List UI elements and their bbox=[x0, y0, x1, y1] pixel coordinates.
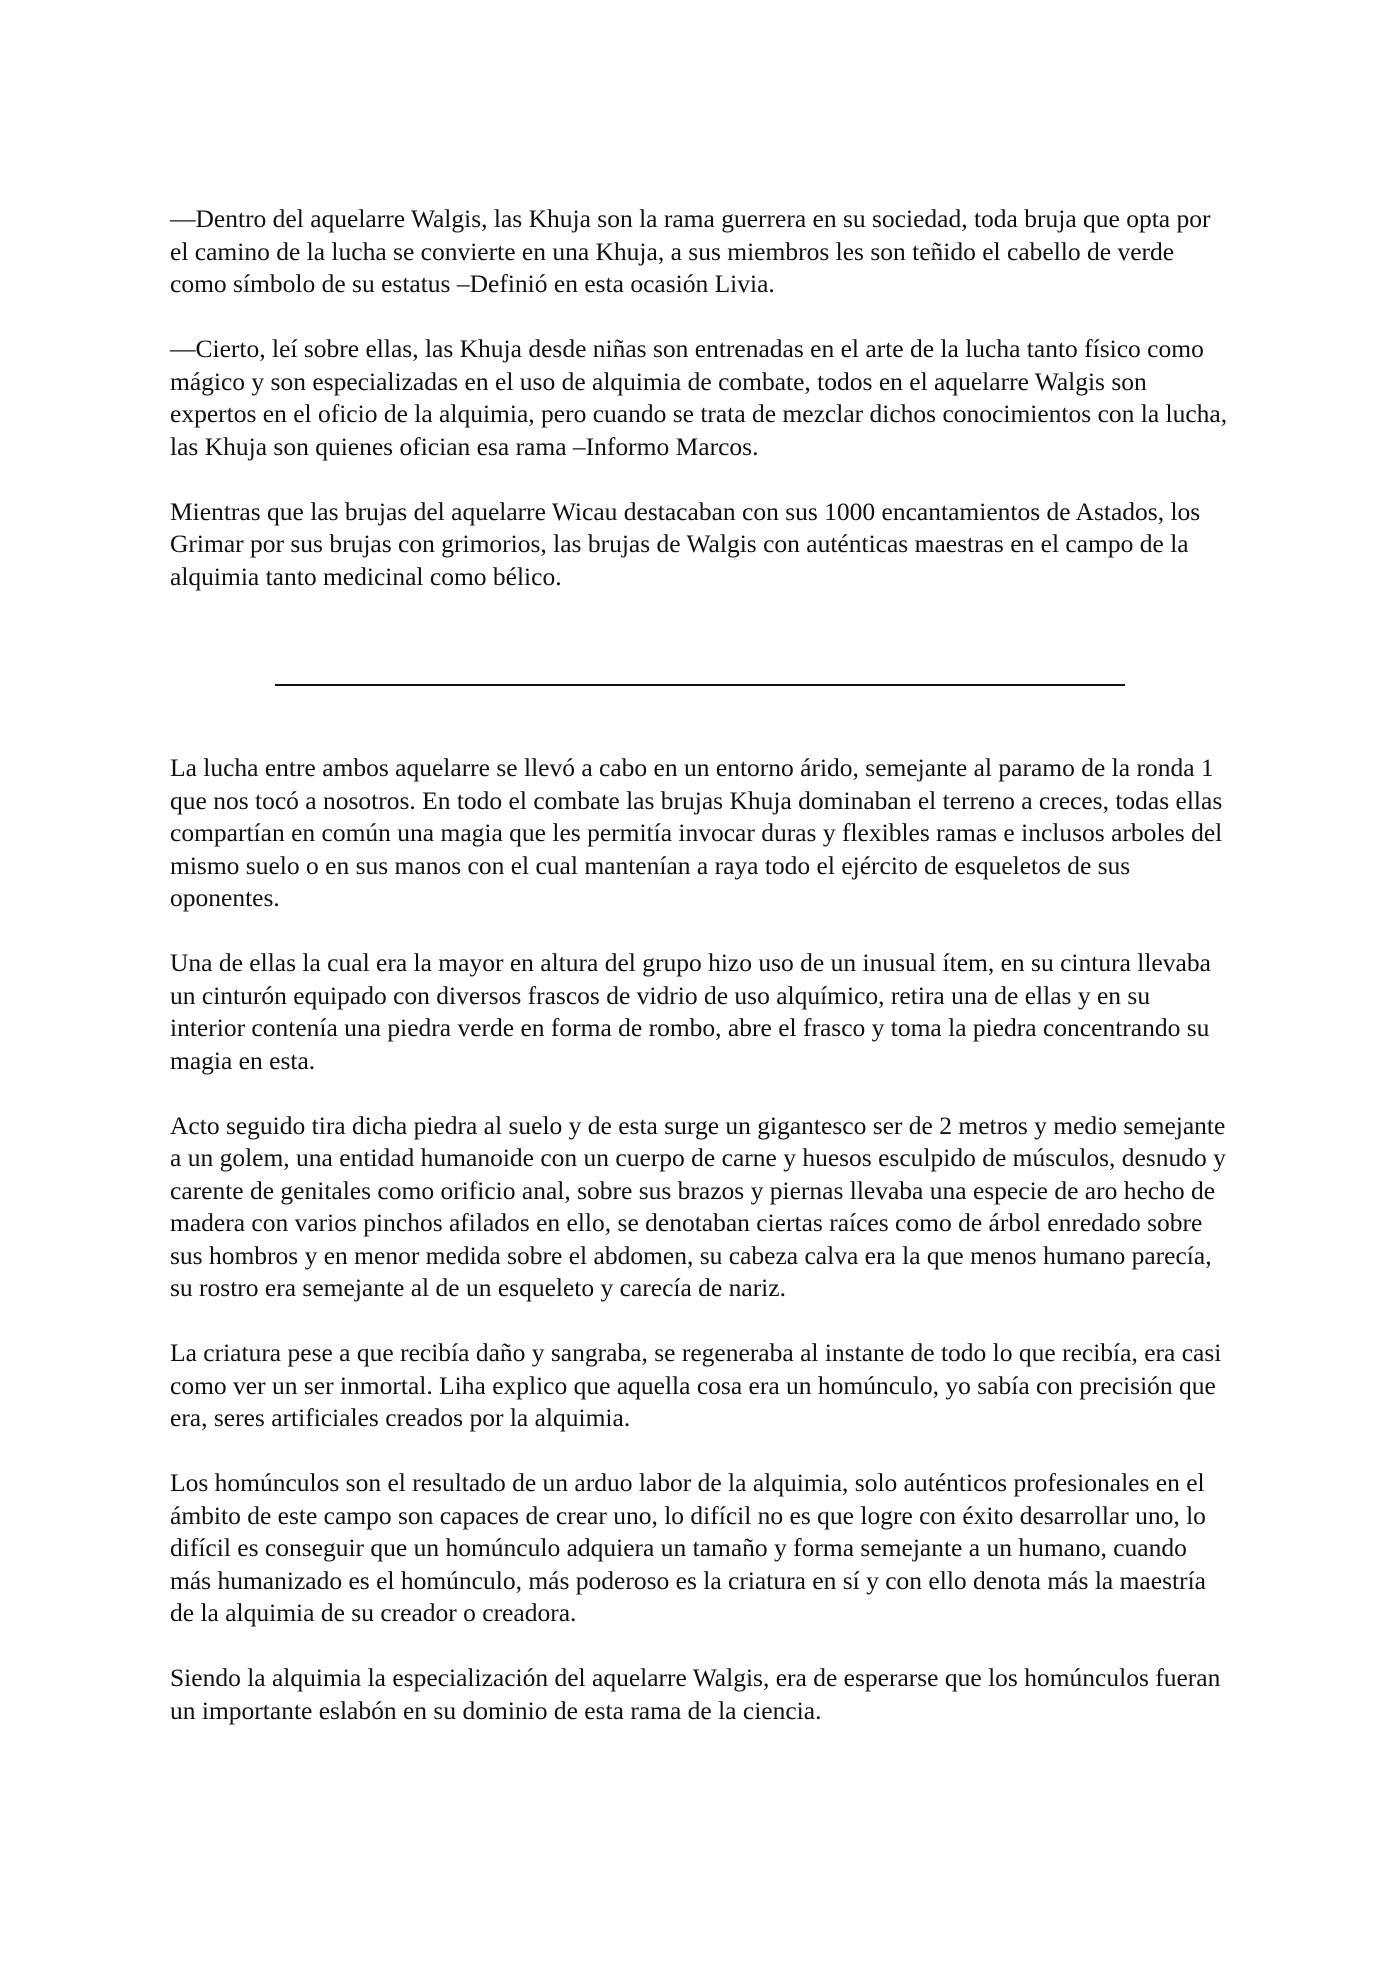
paragraph: —Dentro del aquelarre Walgis, las Khuja son la rama guerrera en su sociedad, toda bruja que opta por el camino de la lucha se convierte en una Khuja, a sus miembros les son teñido el cabello de verde como símbolo de su estatus –Definió en esta ocasión Livia. bbox=[170, 204, 1211, 298]
section-two bbox=[170, 752, 1230, 1727]
paragraph: Los homúnculos son el resultado de un arduo labor de la alquimia, solo auténticos profesionales en el ámbito de este campo son capaces de crear uno, lo difícil no es que logre con éxito desarrollar uno, lo difícil es conseguir que un homúnculo adquiera un tamaño y forma semejante a un humano, cuando más humanizado es el homúnculo, más poderoso es la criatura en sí y con ello denota más la maestría de la alquimia de su creador o creadora. bbox=[170, 1468, 1206, 1627]
paragraph: Siendo la alquimia la especialización del aquelarre Walgis, era de esperarse que los homúnculos fueran un importante eslabón en su dominio de esta rama de la ciencia. bbox=[170, 1663, 1221, 1725]
paragraph: Una de ellas la cual era la mayor en altura del grupo hizo uso de un inusual ítem, en su cintura llevaba un cinturón equipado con diversos frascos de vidrio de uso alquímico, retira una de ellas y en su interior contenía una piedra verde en forma de rombo, abre el frasco y toma la piedra concentrando su magia en esta. bbox=[170, 948, 1211, 1075]
paragraph: La criatura pese a que recibía daño y sangraba, se regeneraba al instante de todo lo que recibía, era casi como ver un ser inmortal. Liha explico que aquella cosa era un homúnculo, yo sabía con precisión que era, seres artificiales creados por la alquimia. bbox=[170, 1338, 1222, 1432]
paragraph: La lucha entre ambos aquelarre se llevó a cabo en un entorno árido, semejante al paramo de la ronda 1 que nos tocó a nosotros. En todo el combate las brujas Khuja dominaban el terreno a creces, todas ellas compartían en común una magia que les permitía invocar duras y flexibles ramas e inclusos arboles del mismo suelo o en sus manos con el cual mantenían a raya todo el ejército de esqueletos de sus oponentes. bbox=[170, 753, 1223, 912]
paragraph: Acto seguido tira dicha piedra al suelo y de esta surge un gigantesco ser de 2 metros y medio semejante a un golem, una entidad humanoide con un cuerpo de carne y huesos esculpido de músculos, desnudo y carente de genitales como orificio anal, sobre sus brazos y piernas llevaba una especie de aro hecho de madera con varios pinchos afilados en ello, se denotaban ciertas raíces como de árbol enredado sobre sus hombros y en menor medida sobre el abdomen, su cabeza calva era la que menos humano parecía, su rostro era semejante al de un esqueleto y carecía de nariz. bbox=[170, 1110, 1226, 1302]
paragraph: Mientras que las brujas del aquelarre Wicau destacaban con sus 1000 encantamientos de Astados, los Grimar por sus brujas con grimorios, las brujas de Walgis con auténticas maestras en el campo de la alquimia tanto medicinal como bélico. bbox=[170, 496, 1201, 591]
section-one bbox=[170, 203, 1230, 593]
paragraph: —Cierto, leí sobre ellas, las Khuja desde niñas son entrenadas en el arte de la lucha tanto físico como mágico y son especializadas en el uso de alquimia de combate, todos en el aquelarre Walgis son expertos en el oficio de la alquimia, pero cuando se trata de mezclar dichos conocimientos con la lucha, las Khuja son quienes ofician esa rama –Informo Marcos. bbox=[170, 334, 1228, 461]
section-divider bbox=[275, 684, 1125, 686]
